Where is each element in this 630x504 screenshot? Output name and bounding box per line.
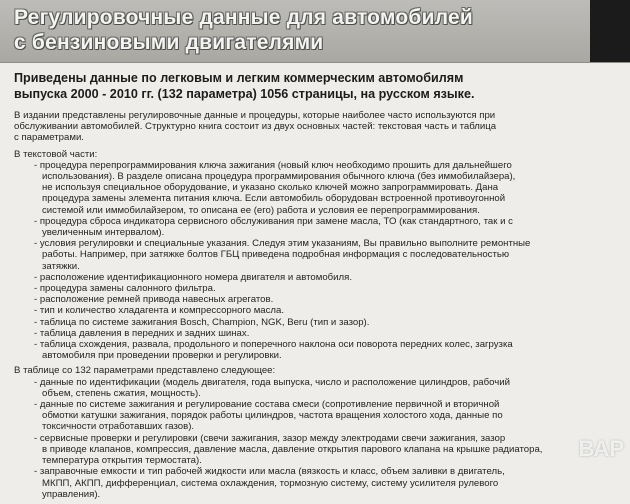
watermark-logo: ВАР xyxy=(578,436,624,461)
list-item: - данные по идентификации (модель двигателя, года выпуска, число и расположение цилиндров, рабочий объем, степень сжатия, мощность). xyxy=(34,376,510,399)
table-part-heading: В таблице со 132 параметрами представлено следующее: xyxy=(14,365,276,377)
text-part-list xyxy=(14,160,614,362)
header-banner xyxy=(0,0,630,63)
list-item: - заправочные емкости и тип рабочей жидкости или масла (вязкость и класс, объем заливки в двигатель, МКПП, АКПП, дифференциал, система охлаждения, тормозную систему, систему усилителя рулевого управления). xyxy=(34,466,505,500)
list-item: - таблица по системе зажигания Bosch, Champion, NGK, Beru (тип и зазор). xyxy=(34,316,370,328)
intro-paragraph: В издании представлены регулировочные данные и процедуры, которые наиболее часто используются при обслуживании автомобилей. Структурно книга состоит из двух основных частей: текстовая часть и таблица с параметрами. xyxy=(14,110,497,144)
list-item: - данные по системе зажигания и регулирование состава смеси (сопротивление первичной и вторичной обмотки катушки зажигания, порядок работы цилиндров, частота вращения холостого хода, данные по токсичности отработавших газов). xyxy=(34,399,503,433)
list-item: - сервисные проверки и регулировки (свечи зажигания, зазор между электродами свечи зажигания, зазор в приводе клапанов, компрессия, давление масла, давление открытия парового клапана на крышке радиатора, температура открытия термостата). xyxy=(34,432,543,467)
list-item: - таблица давления в передних и задних шинах. xyxy=(34,327,250,339)
list-item: - процедура замены салонного фильтра. xyxy=(34,283,216,295)
list-item: - процедура сброса индикатора сервисного обслуживания при замене масла, ТО (как стандартного, так и с увеличенным интервалом). xyxy=(34,215,513,239)
list-item: - условия регулировки и специальные указания. Следуя этим указаниям, Вы правильно выполните ремонтные работы. Например, при затяжке болтов ГБЦ приведена подробная информация с последовательностью затяжки. xyxy=(34,238,531,272)
list-item: - тип и количество хладагента и компрессорного масла. xyxy=(34,305,285,317)
page-subtitle: Приведены данные по легковым и легким коммерческим автомобилям выпуска 2000 - 2010 гг. (132 параметра) 1056 страницы, на русском языке. xyxy=(14,71,475,101)
list-item: - таблица схождения, развала, продольного и поперечного наклона оси поворота передних колес, загрузка автомобиля при проведении проверки и регулировки. xyxy=(34,339,513,362)
header-corner-block xyxy=(590,0,630,62)
list-item: - расположение идентификационного номера двигателя и автомобиля. xyxy=(34,271,352,283)
table-part-list xyxy=(14,377,614,500)
list-item: - процедура перепрограммирования ключа зажигания (новый ключ необходимо прошить для дальнейшего использования). В разделе описана процедура программирования обычного ключа (без иммобилайзера), не используя специальное оборудование, и указано сколько ключей можно запрограммировать. Дана процедура замены элемента питания ключа. Если автомобиль оборудован встроенной противоугонной системой или иммобилайзером, то описана ее (его) работа и условия ее перепрограммирования. xyxy=(34,159,516,216)
document-body xyxy=(14,110,614,504)
text-part-heading: В текстовой части: xyxy=(14,148,98,160)
page-title: Регулировочные данные для автомобилей с бензиновыми двигателями xyxy=(14,6,473,54)
list-item: - расположение ремней привода навесных агрегатов. xyxy=(34,294,274,306)
